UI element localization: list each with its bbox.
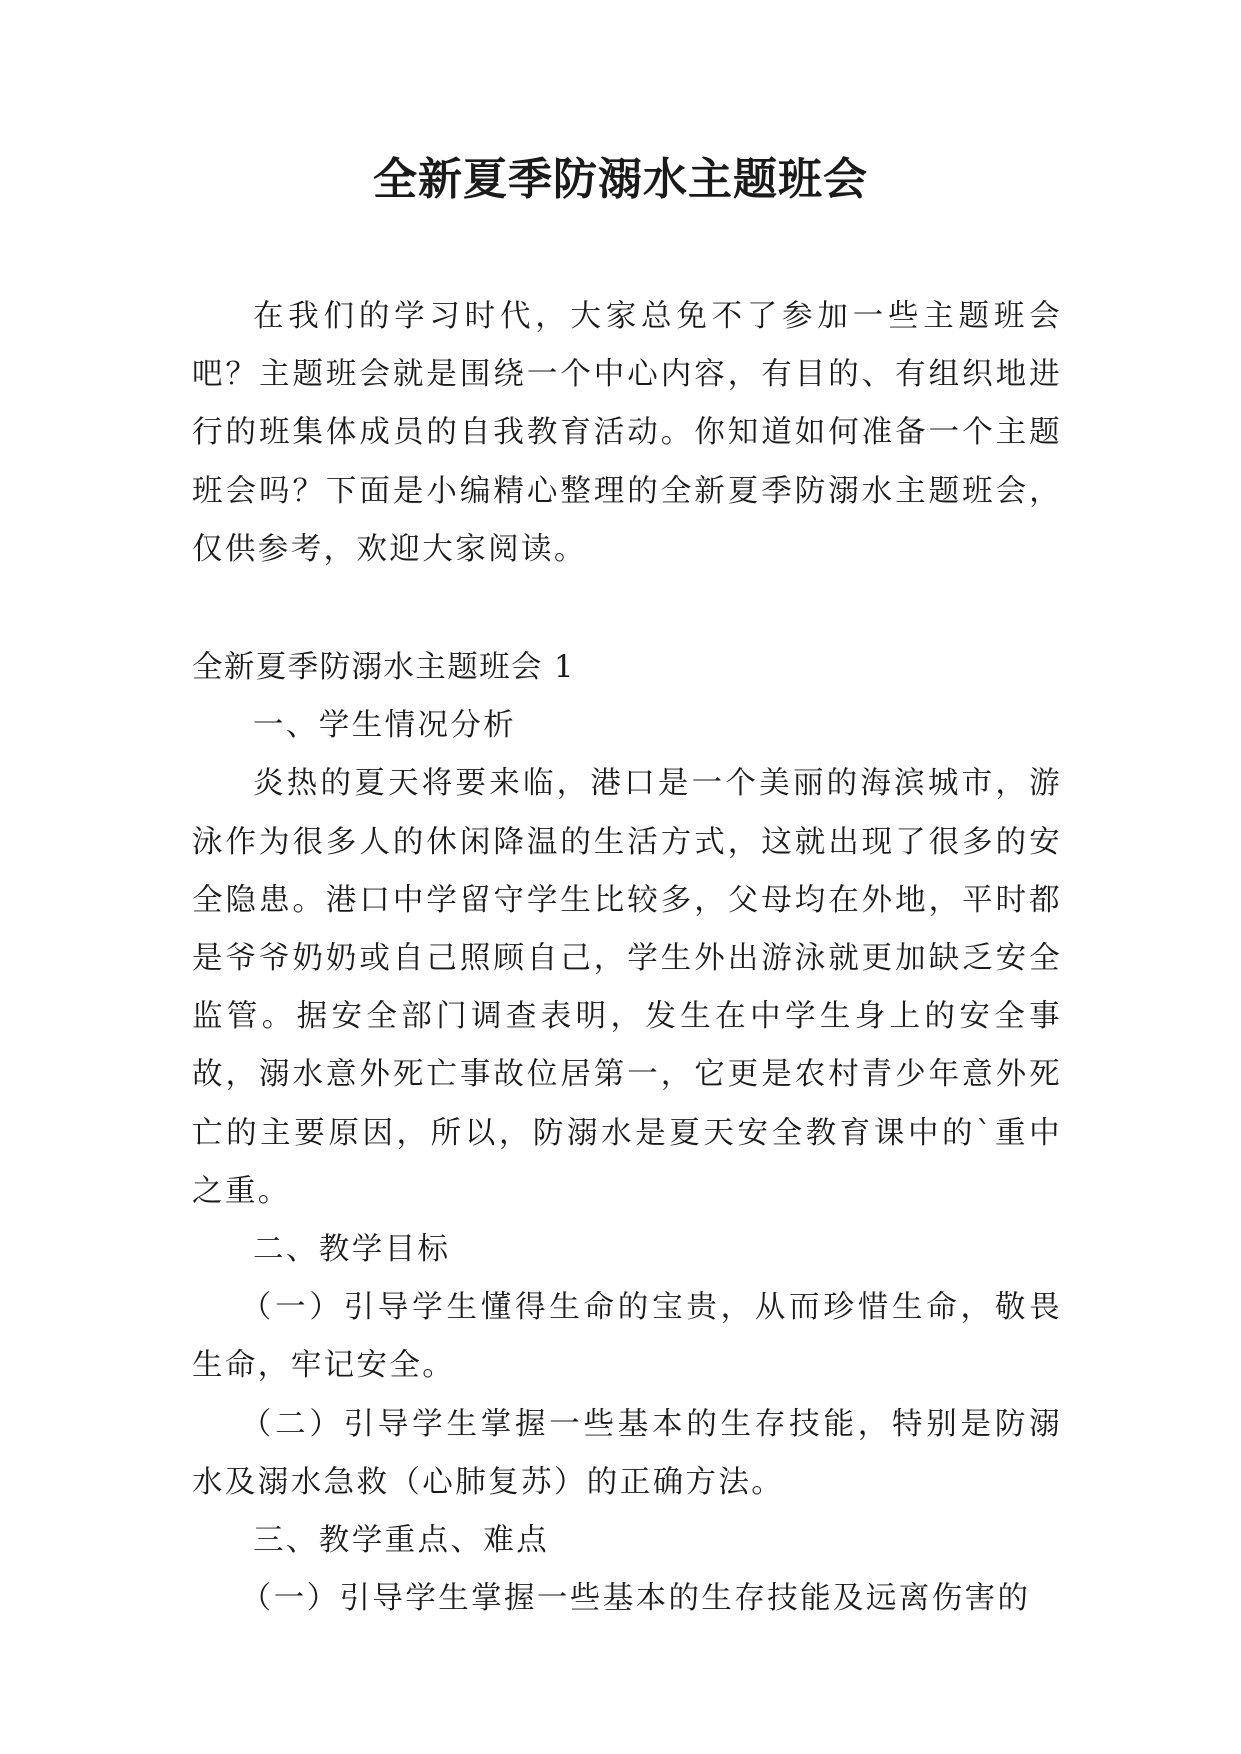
goal-item-1: （一）引导学生懂得生命的宝贵，从而珍惜生命，敬畏生命，牢记安全。 [192, 1290, 1062, 1384]
document-body [192, 288, 1062, 1628]
section-title: 全新夏季防溺水主题班会 1 [192, 650, 575, 686]
intro-paragraph: 在我们的学习时代，大家总免不了参加一些主题班会吧？主题班会就是围绕一个中心内容，有目的、有组织地进行的班集体成员的自我教育活动。你知道如何准备一个主题班会吗？下面是小编精心整理的全新夏季防溺水主题班会，仅供参考，欢迎大家阅读。 [192, 299, 1062, 567]
heading-student-analysis: 一、学生情况分析 [253, 708, 517, 744]
heading-teaching-goals: 二、教学目标 [253, 1232, 451, 1268]
goal-item-2: （二）引导学生掌握一些基本的生存技能，特别是防溺水及溺水急救（心肺复苏）的正确方法。 [192, 1406, 1062, 1500]
heading-key-points: 三、教学重点、难点 [253, 1523, 550, 1559]
document-title: 全新夏季防溺水主题班会 [373, 154, 868, 205]
analysis-paragraph: 炎热的夏天将要来临，港口是一个美丽的海滨城市，游泳作为很多人的休闲降温的生活方式，这就出现了很多的安全隐患。港口中学留守学生比较多，父母均在外地，平时都是爷爷奶奶或自己照顾自己，学生外出游泳就更加缺乏安全监管。据安全部门调查表明，发生在中学生身上的安全事故，溺水意外死亡事故位居第一，它更是农村青少年意外死亡的主要原因，所以，防溺水是夏天安全教育课中的`重中之重。 [192, 766, 1062, 1209]
key-point-item-1: （一）引导学生掌握一些基本的生存技能及远离伤害的 [240, 1581, 1031, 1617]
